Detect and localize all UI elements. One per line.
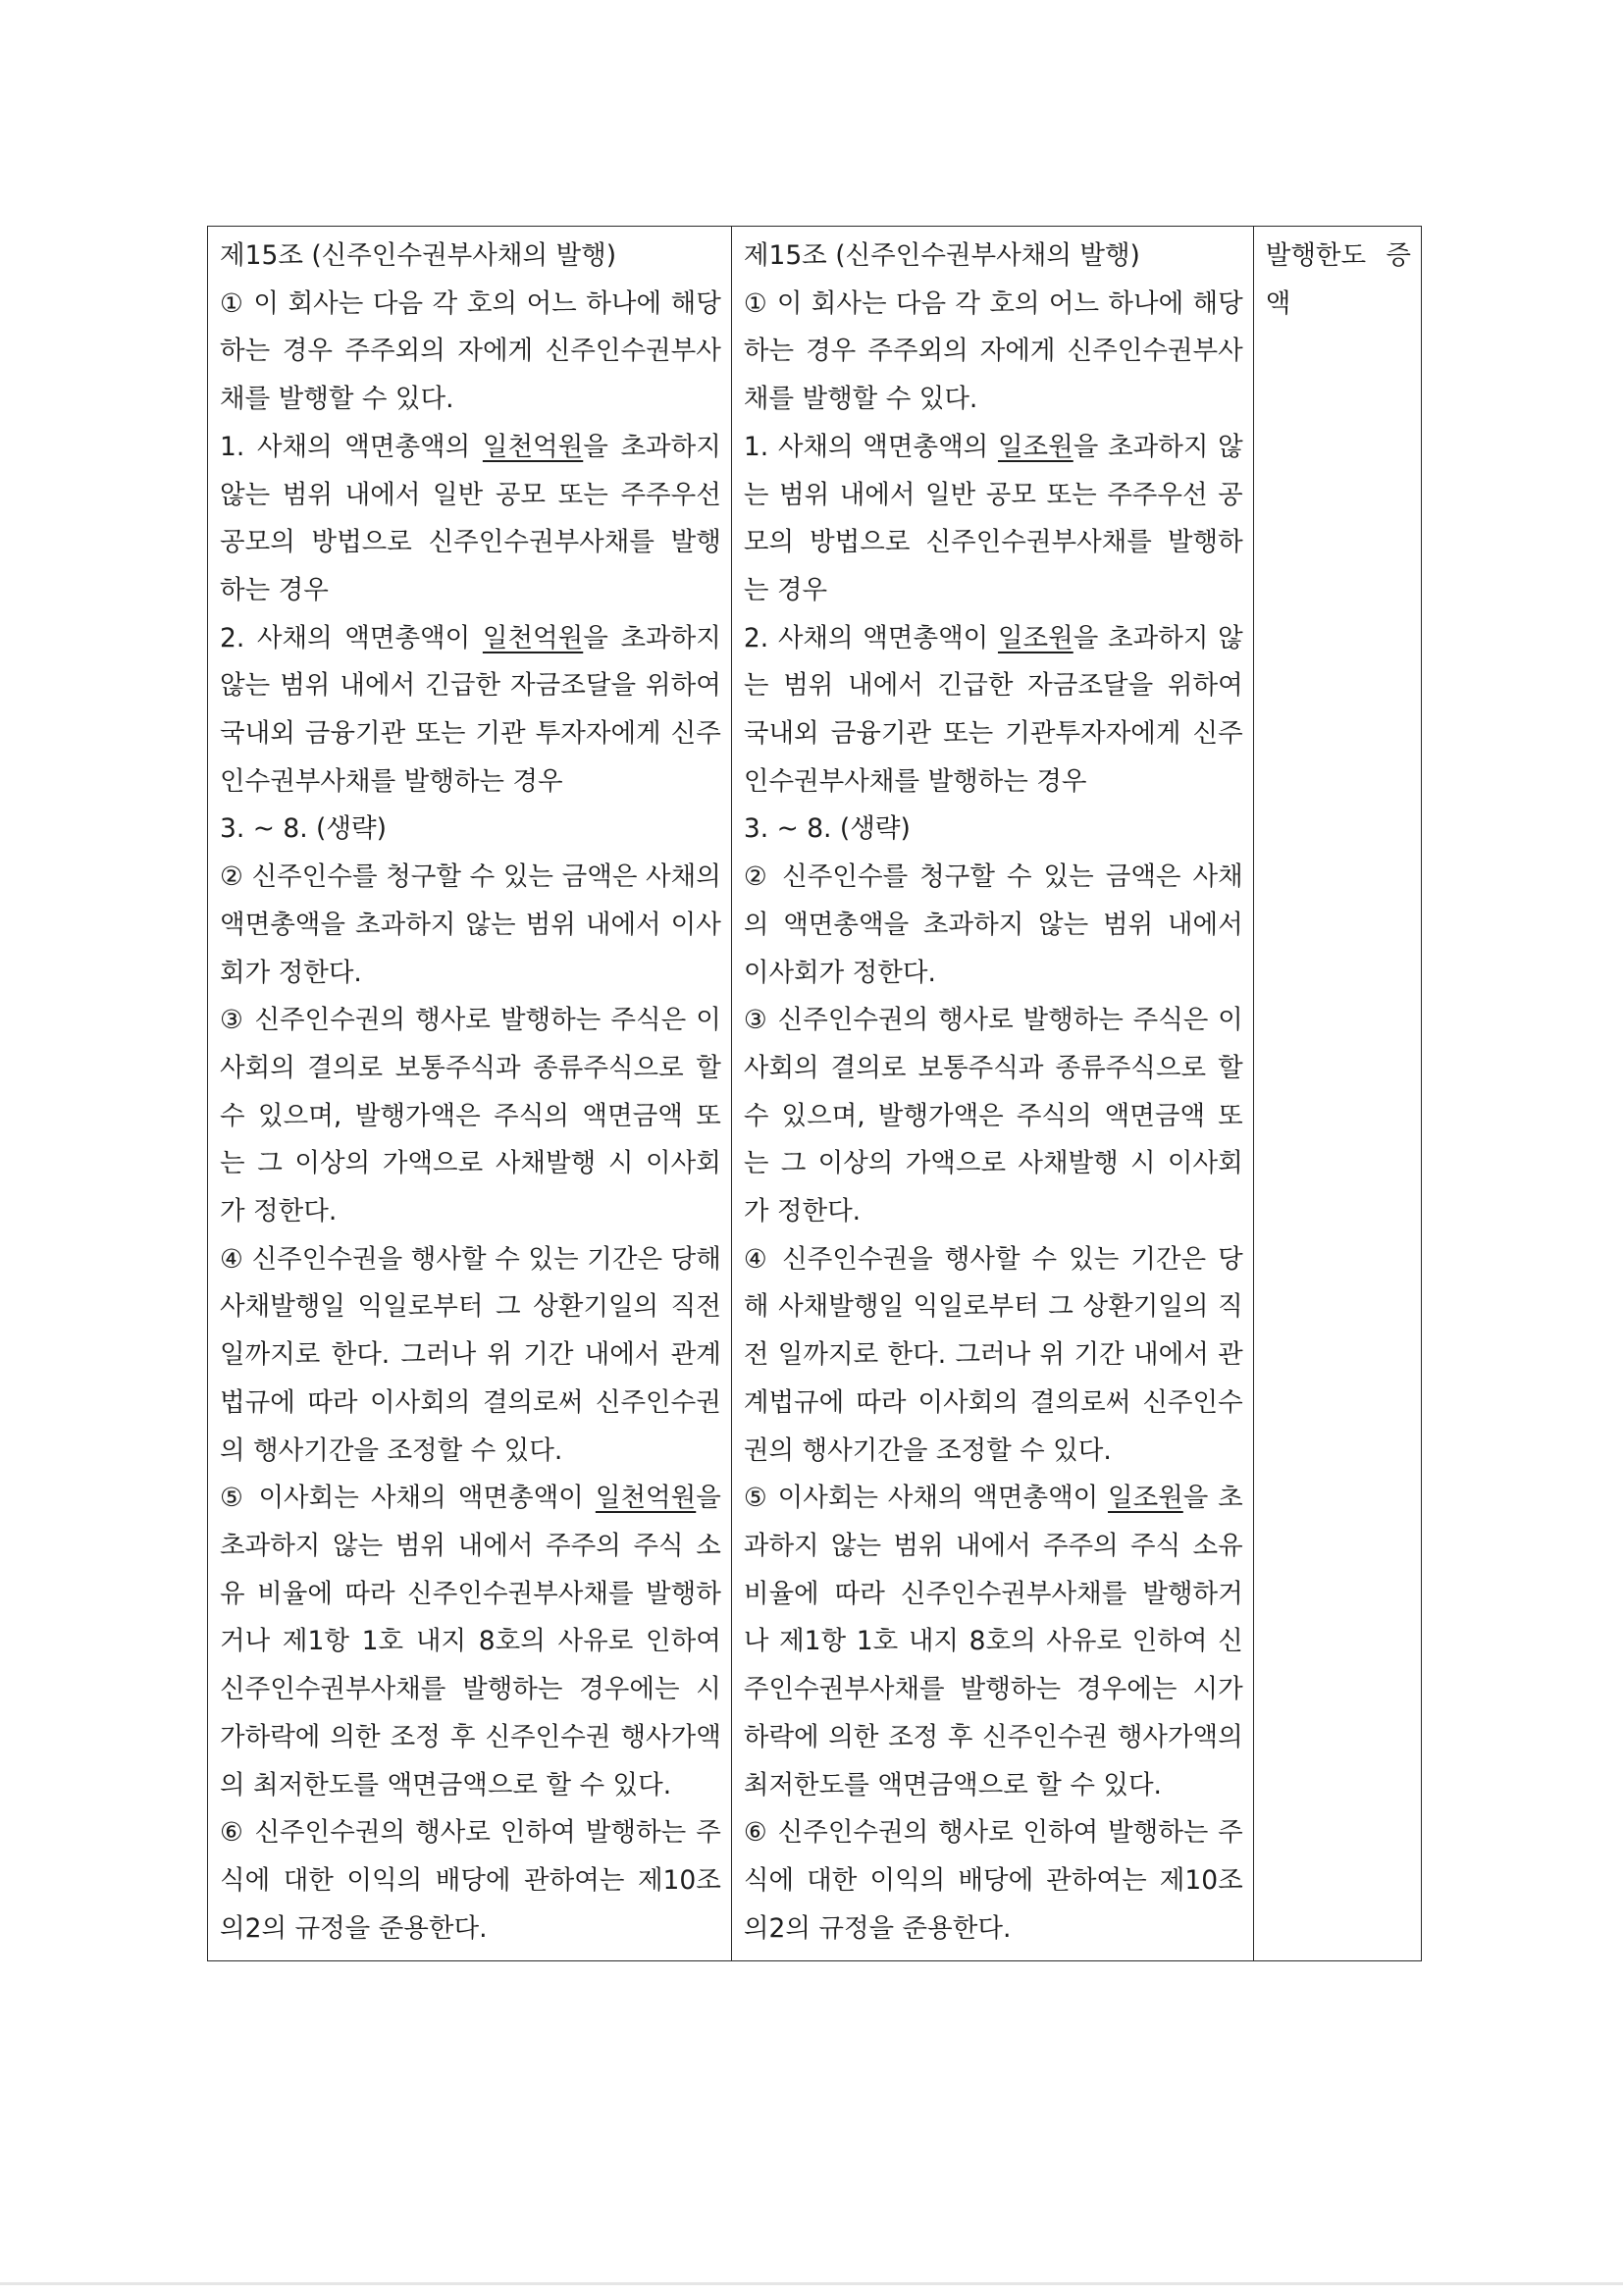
paragraph-2: ② 신주인수를 청구할 수 있는 금액은 사채의 액면총액을 초과하지 않는 범위 내에서 이사회가 정한다. (743, 861, 1243, 988)
article-title: 제15조 (신주인수권부사채의 발행) (743, 240, 1140, 271)
paragraph-6: ⑥ 신주인수권의 행사로 인하여 발행하는 주식에 대한 이익의 배당에 관하여는 제10조의2의 규정을 준용한다. (743, 1817, 1243, 1944)
item-1: 1. 사채의 액면총액의 일조원을 초과하지 않는 범위 내에서 일반 공모 또는 주주우선 공모의 방법으로 신주인수권부사채를 발행하는 경우 (743, 431, 1243, 605)
changed-amount: 일조원 (1107, 1483, 1183, 1514)
paragraph-1: ① 이 회사는 다음 각 호의 어느 하나에 해당하는 경우 주주외의 자에게 신주인수권부사채를 발행할 수 있다. (743, 287, 1243, 415)
amendment-reason: 발행한도 증액 (1265, 240, 1411, 319)
old-text-cell (208, 227, 732, 1961)
paragraph-3: ③ 신주인수권의 행사로 발행하는 주식은 이사회의 결의로 보통주식과 종류주식으로 할 수 있으며, 발행가액은 주식의 액면금액 또는 그 이상의 가액으로 사채발행 시 이사회가 정한다. (220, 1005, 721, 1227)
changed-amount: 일조원 (997, 622, 1073, 653)
paragraph-2: ② 신주인수를 청구할 수 있는 금액은 사채의 액면총액을 초과하지 않는 범위 내에서 이사회가 정한다. (220, 861, 721, 988)
table-row (208, 227, 1422, 1961)
item-1: 1. 사채의 액면총액의 일천억원을 초과하지 않는 범위 내에서 일반 공모 또는 주주우선 공모의 방법으로 신주인수권부사채를 발행하는 경우 (220, 431, 721, 605)
new-text-cell (731, 227, 1253, 1961)
changed-amount: 일조원 (997, 431, 1073, 462)
article-title: 제15조 (신주인수권부사채의 발행) (220, 240, 617, 271)
paragraph-6: ⑥ 신주인수권의 행사로 인하여 발행하는 주식에 대한 이익의 배당에 관하여는 제10조의2의 규정을 준용한다. (220, 1817, 721, 1944)
changed-amount: 일천억원 (482, 622, 584, 653)
reason-cell (1253, 227, 1421, 1961)
paragraph-4: ④ 신주인수권을 행사할 수 있는 기간은 당해 사채발행일 익일로부터 그 상환기일의 직전 일까지로 한다. 그러나 위 기간 내에서 관계법규에 따라 이사회의 결의로써 신주인수권의 행사기간을 조정할 수 있다. (743, 1243, 1243, 1466)
items-3-8: 3. ~ 8. (생략) (743, 813, 911, 845)
amendment-comparison-table (207, 226, 1422, 1961)
paragraph-1: ① 이 회사는 다음 각 호의 어느 하나에 해당하는 경우 주주외의 자에게 신주인수권부사채를 발행할 수 있다. (220, 287, 721, 415)
changed-amount: 일천억원 (595, 1483, 697, 1514)
paragraph-3: ③ 신주인수권의 행사로 발행하는 주식은 이사회의 결의로 보통주식과 종류주식으로 할 수 있으며, 발행가액은 주식의 액면금액 또는 그 이상의 가액으로 사채발행 시 이사회가 정한다. (743, 1005, 1243, 1227)
changed-amount: 일천억원 (482, 431, 584, 462)
item-2: 2. 사채의 액면총액이 일조원을 초과하지 않는 범위 내에서 긴급한 자금조달을 위하여 국내외 금융기관 또는 기관투자자에게 신주인수권부사채를 발행하는 경우 (743, 622, 1243, 797)
items-3-8: 3. ~ 8. (생략) (220, 813, 387, 845)
paragraph-5: ⑤ 이사회는 사채의 액면총액이 일조원을 초과하지 않는 범위 내에서 주주의 주식 소유 비율에 따라 신주인수권부사채를 발행하거나 제1항 1호 내지 8호의 사유로 인하여 신주인수권부사채를 발행하는 경우에는 시가하락에 의한 조정 후 신주인수권 행사가액의 최저한도를 액면금액으로 할 수 있다. (743, 1483, 1243, 1800)
item-2: 2. 사채의 액면총액이 일천억원을 초과하지 않는 범위 내에서 긴급한 자금조달을 위하여 국내외 금융기관 또는 기관 투자자에게 신주인수권부사채를 발행하는 경우 (220, 622, 721, 797)
scan-edge (0, 2282, 1623, 2285)
paragraph-5: ⑤ 이사회는 사채의 액면총액이 일천억원을 초과하지 않는 범위 내에서 주주의 주식 소유 비율에 따라 신주인수권부사채를 발행하거나 제1항 1호 내지 8호의 사유로 인하여 신주인수권부사채를 발행하는 경우에는 시가하락에 의한 조정 후 신주인수권 행사가액의 최저한도를 액면금액으로 할 수 있다. (220, 1483, 721, 1800)
paragraph-4: ④ 신주인수권을 행사할 수 있는 기간은 당해 사채발행일 익일로부터 그 상환기일의 직전 일까지로 한다. 그러나 위 기간 내에서 관계법규에 따라 이사회의 결의로써 신주인수권의 행사기간을 조정할 수 있다. (220, 1243, 721, 1466)
